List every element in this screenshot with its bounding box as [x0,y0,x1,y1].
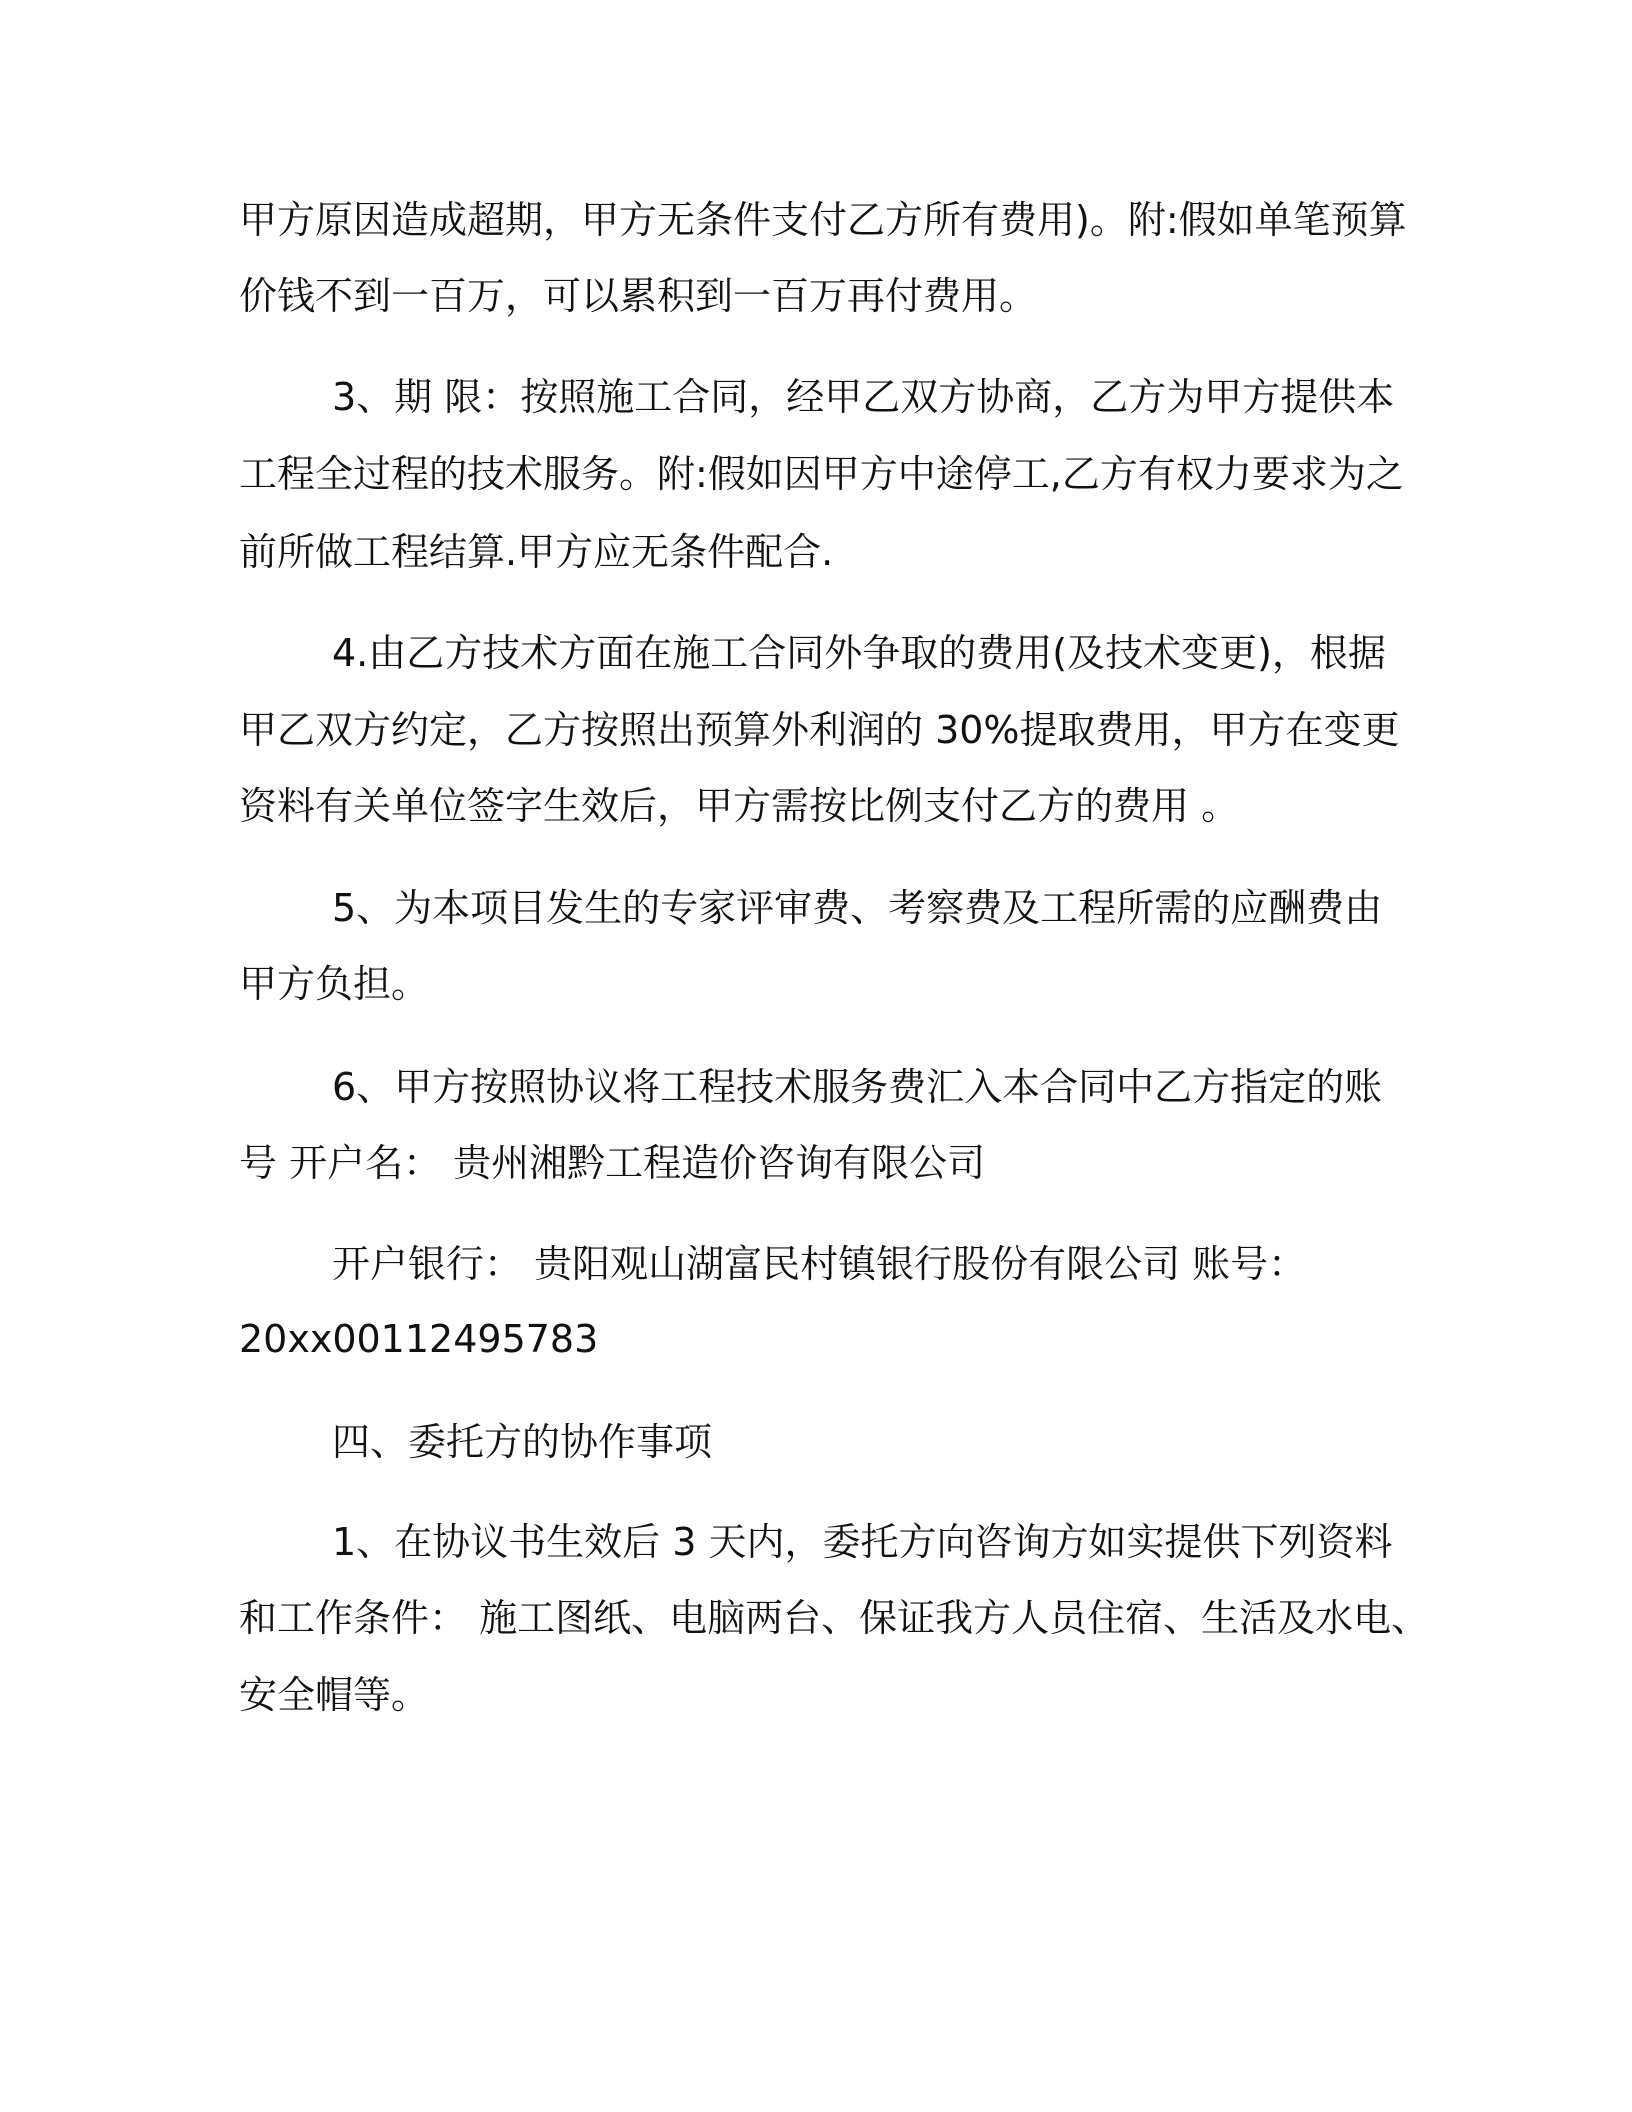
text-line: 前所做工程结算.甲方应无条件配合. [239,530,834,574]
paragraph-5-start: 5、为本项目发生的专家评审费、考察费及工程所需的应酬费由 [332,886,1383,930]
text-line: 价钱不到一百万，可以累积到一百万再付费用。 [239,274,1038,318]
paragraph-6-start: 6、甲方按照协议将工程技术服务费汇入本合同中乙方指定的账 [332,1065,1383,1109]
paragraph-cooperation-start: 1、在协议书生效后 3 天内，委托方向咨询方如实提供下列资料 [332,1520,1393,1564]
bank-line: 开户银行： 贵阳观山湖富民村镇银行股份有限公司 账号： [332,1242,1307,1286]
text-line: 资料有关单位签字生效后，甲方需按比例支付乙方的费用 。 [239,784,1240,828]
paragraph-4-start: 4.由乙方技术方面在施工合同外争取的费用(及技术变更)，根据 [332,631,1386,675]
text-line: 甲方负担。 [239,962,430,1006]
text-line: 工程全过程的技术服务。附:假如因甲方中途停工,乙方有权力要求为之 [239,452,1404,496]
text-line: 安全帽等。 [239,1673,430,1717]
account-name-line: 号 开户名： 贵州湘黔工程造价咨询有限公司 [239,1141,986,1185]
paragraph-3-start: 3、期 限：按照施工合同，经甲乙双方协商，乙方为甲方提供本 [332,375,1395,419]
text-line: 和工作条件： 施工图纸、电脑两台、保证我方人员住宿、生活及水电、 [239,1596,1430,1640]
text-line: 甲方原因造成超期，甲方无条件支付乙方所有费用)。附:假如单笔预算 [239,198,1407,242]
text-line: 甲乙双方约定，乙方按照出预算外利润的 30%提取费用，甲方在变更 [239,708,1400,752]
section-heading: 四、委托方的协作事项 [332,1420,713,1464]
account-number: 20xx00112495783 [239,1317,599,1361]
